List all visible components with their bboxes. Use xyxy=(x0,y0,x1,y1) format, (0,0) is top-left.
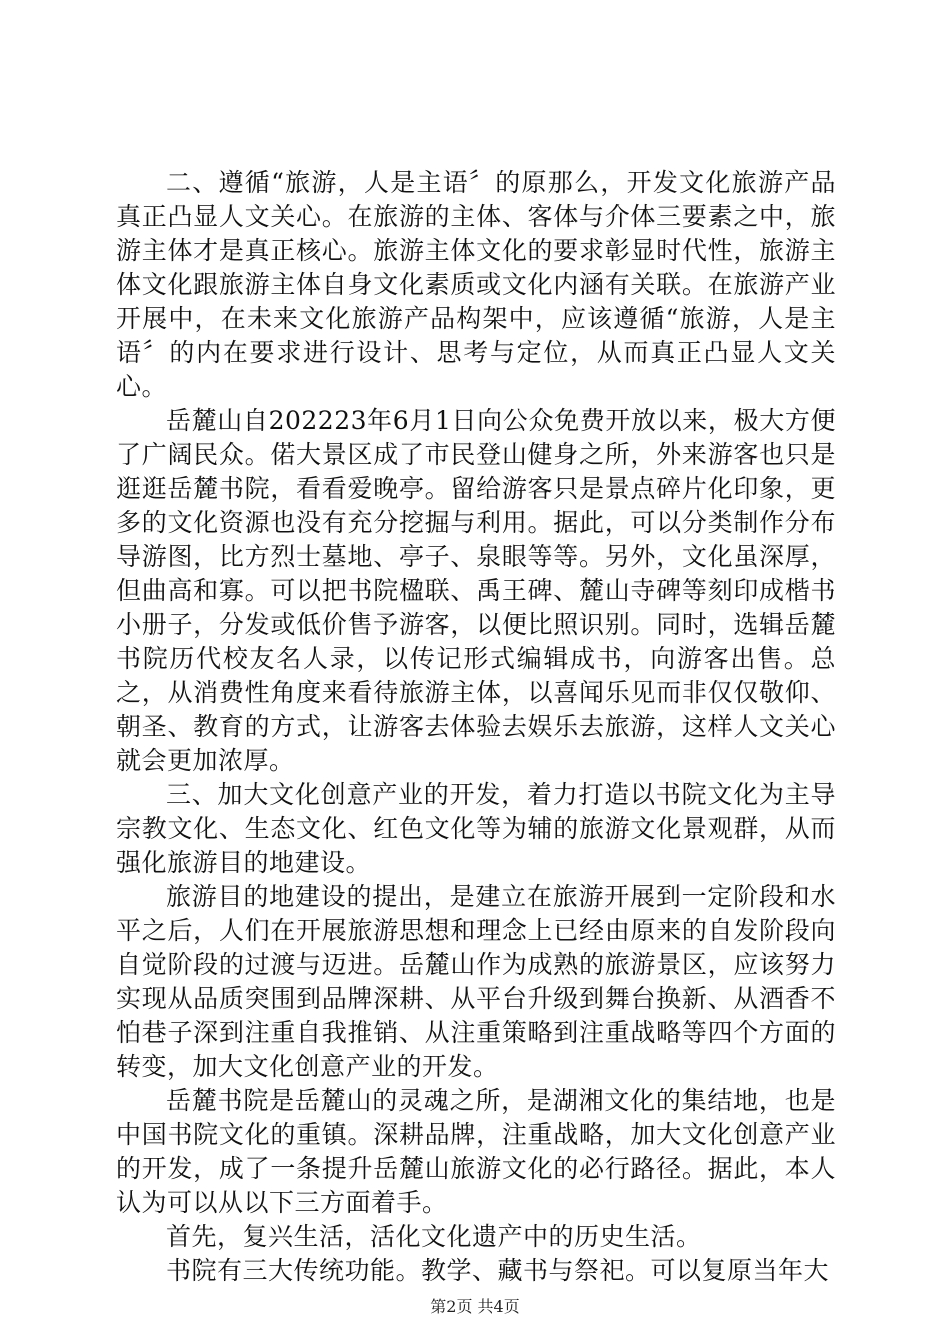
paragraph-4: 旅游目的地建设的提出，是建立在旅游开展到一定阶段和水平之后，人们在开展旅游思想和理念上已经由原来的自发阶段向自觉阶段的过渡与迈进。岳麓山作为成熟的旅游景区，应该努力实现从品质突围到品牌深耕、从平台升级到舞台换新、从酒香不怕巷子深到注重自我推销、从注重策略到注重战略等四个方面的转变，加大文化创意产业的开发。 xyxy=(116,882,836,1081)
paragraph-2: 岳麓山自202223年6月1日向公众免费开放以来，极大方便了广阔民众。偌大景区成了市民登山健身之所，外来游客也只是逛逛岳麓书院，看看爱晚亭。留给游客只是景点碎片化印象，更多的文化资源也没有充分挖掘与利用。据此，可以分类制作分布导游图，比方烈士墓地、亭子、泉眼等等。另外，文化虽深厚，但曲高和寡。可以把书院楹联、禹王碑、麓山寺碑等刻印成楷书小册子，分发或低价售予游客，以便比照识别。同时，选辑岳麓书院历代校友名人录，以传记形式编辑成书，向游客出售。总之，从消费性角度来看待旅游主体，以喜闻乐见而非仅仅敬仰、朝圣、教育的方式，让游客去体验去娱乐去旅游，这样人文关心就会更加浓厚。 xyxy=(116,406,836,775)
paragraph-1: 二、遵循“旅游，人是主语〞的原那么，开发文化旅游产品真正凸显人文关心。在旅游的主体、客体与介体三要素之中，旅游主体才是真正核心。旅游主体文化的要求彰显时代性，旅游主体文化跟旅游主体自身文化素质或文化内涵有关联。在旅游产业开展中，在未来文化旅游产品构架中，应该遵循“旅游，人是主语〞的内在要求进行设计、思考与定位，从而真正凸显人文关心。 xyxy=(116,168,836,401)
document-body xyxy=(116,166,836,1288)
page-footer: 第2页 共4页 xyxy=(430,1297,520,1316)
paragraph-5: 岳麓书院是岳麓山的灵魂之所，是湖湘文化的集结地，也是中国书院文化的重镇。深耕品牌，注重战略，加大文化创意产业的开发，成了一条提升岳麓山旅游文化的必行路径。据此，本人认为可以从以下三方面着手。 xyxy=(116,1086,836,1217)
paragraph-6: 首先，复兴生活，活化文化遗产中的历史生活。 xyxy=(166,1222,702,1251)
paragraph-7: 书院有三大传统功能。教学、藏书与祭祀。可以复原当年大 xyxy=(166,1256,830,1285)
paragraph-3: 三、加大文化创意产业的开发，着力打造以书院文化为主导宗教文化、生态文化、红色文化等为辅的旅游文化景观群，从而强化旅游目的地建设。 xyxy=(116,780,836,877)
